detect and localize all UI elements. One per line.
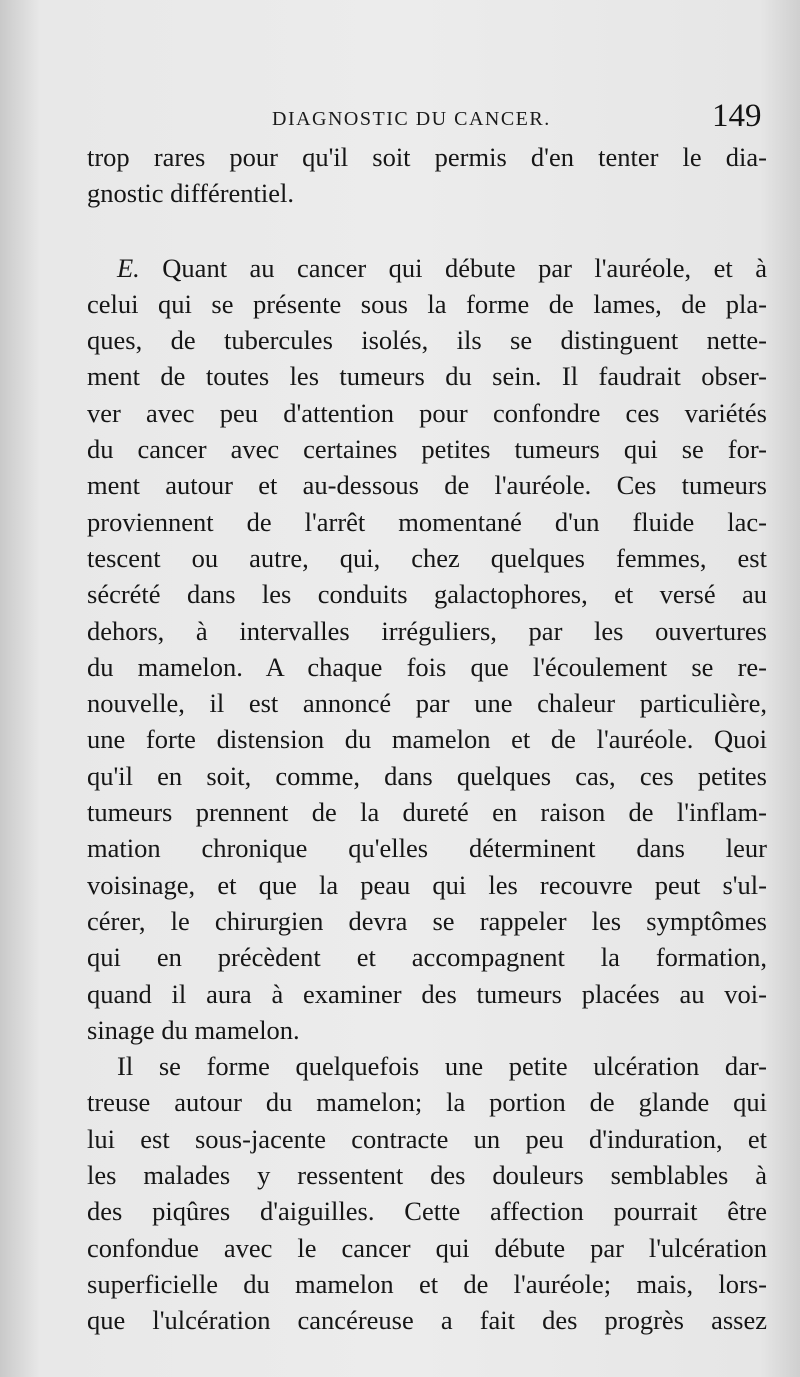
text-line: du mamelon. A chaque fois que l'écoulement se re-	[87, 651, 767, 682]
text-line: mation chronique qu'elles déterminent dans leur	[87, 833, 767, 864]
text-line: sécrété dans les conduits galactophores, et versé au	[87, 579, 767, 610]
text-line: dehors, à intervalles irréguliers, par les ouvertures	[87, 615, 767, 646]
text-line: les malades y ressentent des douleurs semblables à	[87, 1160, 767, 1191]
text-line: nouvelle, il est annoncé par une chaleur particulière,	[87, 688, 767, 719]
text-line: une forte distension du mamelon et de l'auréole. Quoi	[87, 724, 767, 755]
text-line: gnostic différentiel.	[87, 178, 295, 209]
body-text	[87, 139, 767, 1339]
text-line: sinage du mamelon.	[87, 1014, 300, 1045]
paragraph	[87, 139, 767, 212]
text-line: cérer, le chirurgien devra se rappeler les symptômes	[87, 905, 767, 936]
text-line: ment de toutes les tumeurs du sein. Il faudrait obser-	[87, 361, 767, 392]
text-line: celui qui se présente sous la forme de lames, de pla-	[87, 288, 767, 319]
text-line: Il se forme quelquefois une petite ulcération dar-	[117, 1051, 767, 1082]
text-line: que l'ulcération cancéreuse a fait des progrès assez	[87, 1305, 767, 1336]
section-label: E.	[117, 252, 140, 283]
text-line: voisinage, et que la peau qui les recouvre peut s'ul-	[87, 869, 767, 900]
text-line: lui est sous-jacente contracte un peu d'induration, et	[87, 1123, 767, 1154]
text-line	[87, 250, 767, 286]
text-line: ques, de tubercules isolés, ils se distinguent nette-	[87, 325, 767, 356]
text-line: proviennent de l'arrêt momentané d'un fluide lac-	[87, 506, 767, 537]
text-line: trop rares pour qu'il soit permis d'en tenter le dia-	[87, 142, 767, 172]
text-line: ment autour et au-dessous de l'auréole. Ces tumeurs	[87, 470, 767, 501]
text-line: tumeurs prennent de la dureté en raison de l'inflam-	[87, 797, 767, 828]
running-title: DIAGNOSTIC DU CANCER.	[272, 108, 551, 130]
text-line-content: Quant au cancer qui débute par l'auréole, et à	[139, 252, 767, 283]
text-line: qui en précèdent et accompagnent la formation,	[87, 942, 767, 973]
text-line: quand il aura à examiner des tumeurs placées au voi-	[87, 978, 767, 1009]
paragraph	[87, 1048, 767, 1338]
text-line: treuse autour du mamelon; la portion de glande qui	[87, 1087, 767, 1118]
text-line: confondue avec le cancer qui débute par l'ulcération	[87, 1232, 767, 1263]
text-line: ver avec peu d'attention pour confondre ces variétés	[87, 397, 767, 428]
text-line: des piqûres d'aiguilles. Cette affection pourrait être	[87, 1196, 767, 1227]
text-line: superficielle du mamelon et de l'auréole; mais, lors-	[87, 1268, 767, 1299]
text-line: tescent ou autre, qui, chez quelques femmes, est	[87, 542, 767, 573]
text-line: du cancer avec certaines petites tumeurs qui se for-	[87, 434, 767, 465]
paragraph-gap	[87, 212, 767, 250]
paragraph	[87, 250, 767, 1049]
page-number: 149	[712, 98, 762, 134]
text-line: qu'il en soit, comme, dans quelques cas, ces petites	[87, 760, 767, 791]
